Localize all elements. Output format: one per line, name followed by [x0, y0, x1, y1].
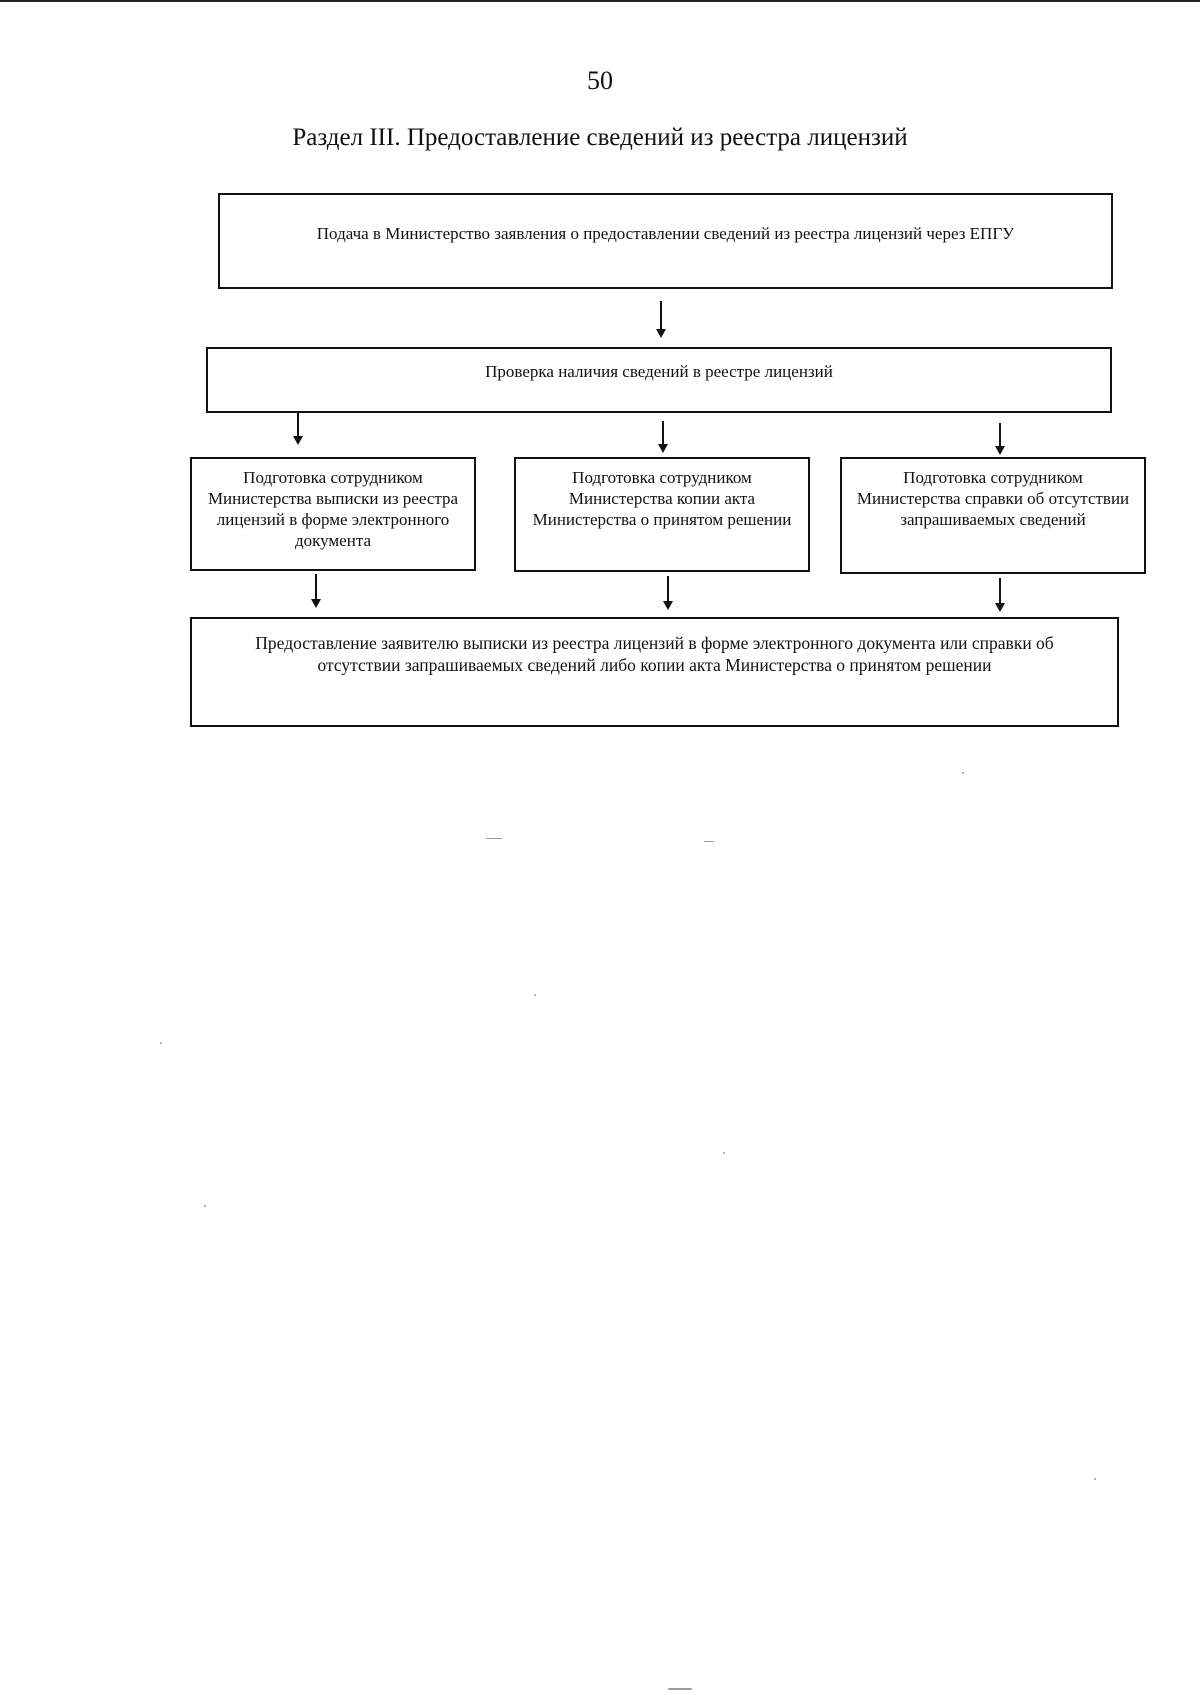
down-arrow-icon — [653, 420, 673, 460]
scan-top-border — [0, 0, 1200, 2]
flow-step-submit-text: Подача в Министерство заявления о предоставлении сведений из реестра лицензий через ЕПГУ — [316, 224, 1015, 243]
flow-branch-absence-text: Подготовка сотрудником Министерства справки об отсутствии запрашиваемых сведений — [856, 468, 1130, 529]
scan-speck — [962, 772, 964, 774]
flow-branch-extract-text: Подготовка сотрудником Министерства выписки из реестра лицензий в форме электронного документа — [207, 468, 459, 550]
flow-step-result-text: Предоставление заявителю выписки из реестра лицензий в форме электронного документа или справки об отсутствии запрашиваемых сведений либо копии акта Министерства о принятом решении — [255, 633, 1054, 675]
flow-branch-act-copy — [514, 457, 810, 572]
scan-speck — [486, 838, 502, 839]
down-arrow-icon — [651, 300, 671, 340]
scan-speck — [723, 1152, 725, 1154]
down-arrow-icon — [990, 422, 1010, 462]
flow-branch-absence-certificate — [840, 457, 1146, 574]
scan-speck — [1094, 1478, 1096, 1480]
scan-speck — [534, 994, 536, 996]
down-arrow-icon — [990, 577, 1010, 617]
scan-speck — [668, 1688, 692, 1690]
down-arrow-icon — [658, 575, 678, 615]
section-title: Раздел III. Предоставление сведений из реестра лицензий — [292, 124, 908, 151]
flow-step-provide-result — [190, 617, 1119, 727]
flow-step-check-registry — [206, 347, 1112, 413]
scan-speck — [704, 841, 714, 842]
flow-step-check-text: Проверка наличия сведений в реестре лицензий — [485, 362, 833, 381]
scan-speck — [160, 1042, 162, 1044]
flow-branch-act-copy-text: Подготовка сотрудником Министерства копии акта Министерства о принятом решении — [532, 468, 792, 529]
scan-speck — [204, 1205, 206, 1207]
page-number: 50 — [587, 66, 613, 95]
down-arrow-icon — [288, 412, 308, 452]
flow-step-submit-application — [218, 193, 1113, 289]
down-arrow-icon — [306, 573, 326, 613]
flow-branch-registry-extract — [190, 457, 476, 571]
